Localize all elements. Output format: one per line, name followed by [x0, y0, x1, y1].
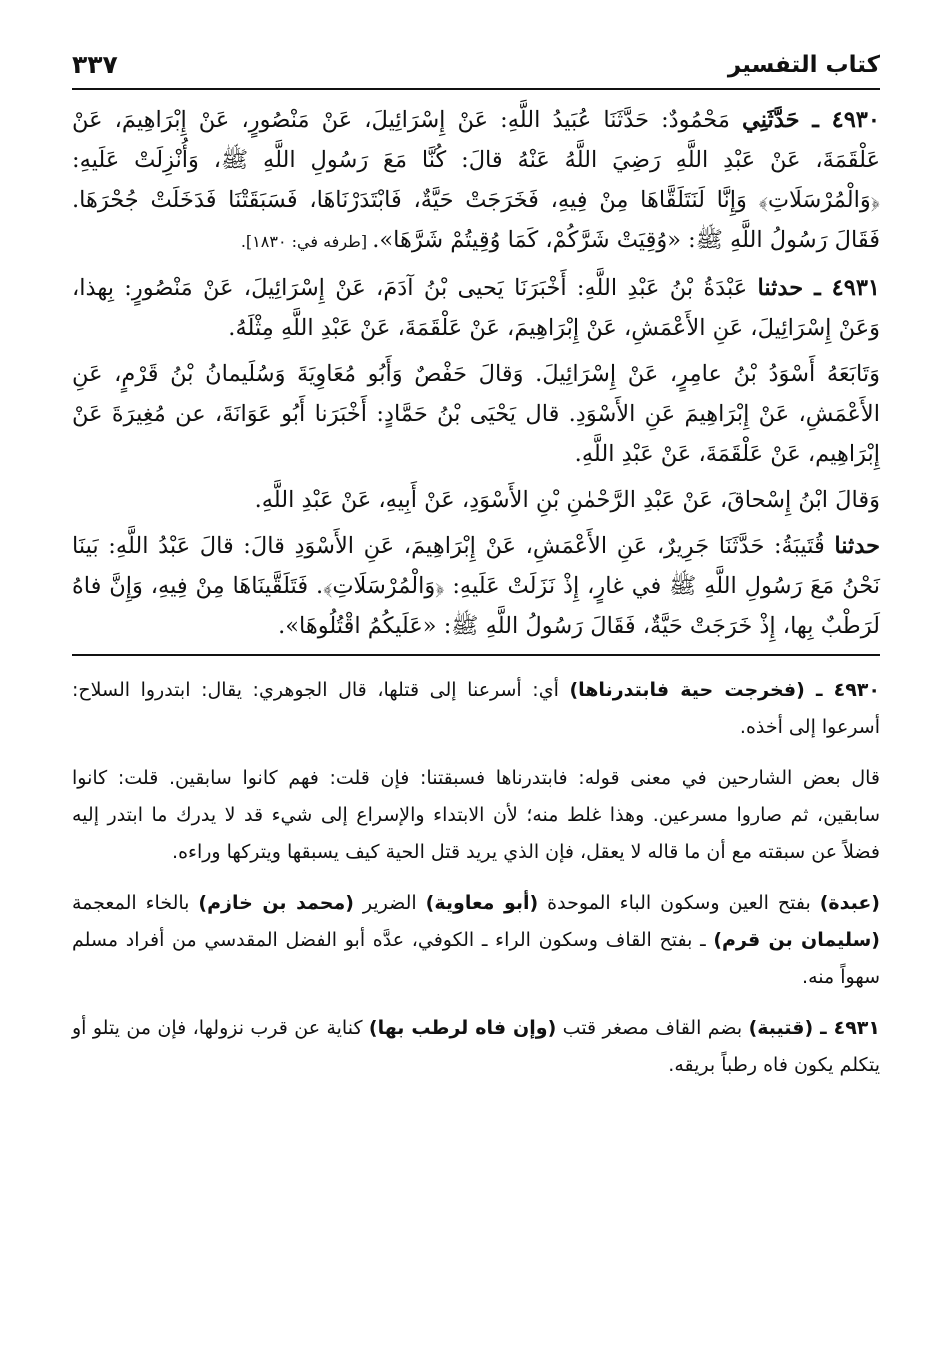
hadith-4931 [72, 268, 880, 348]
note-3-text-1: بفتح العين وسكون الباء الموحدة [538, 892, 820, 914]
note-4-term-1: ٤٩٣١ ـ (قتيبة) [748, 1017, 880, 1039]
page-number: ٣٣٧ [72, 50, 118, 79]
note-3-text-2: الضرير [353, 892, 426, 914]
note-3-term-3: (محمد بن خازم) [198, 892, 354, 914]
running-header [72, 48, 880, 90]
hadith-4930-body: مَحْمُودٌ: حَدَّثَنَا عُبَيدُ اللَّهِ: عَنْ إِسْرَائِيلَ، عَنْ مَنْصُورٍ، عَنْ إِبْرَاهِيمَ، عَنْ عَلْقَمَةَ، عَنْ عَبْدِ اللَّهِ رَضِيَ اللَّهُ عَنْهُ قالَ: كُنَّا مَعَ رَسُولِ اللَّهِ ﷺ، وَأُنْزِلَتْ عَلَيهِ: ﴿وَالْمُرْسَلَاتِ﴾ وَإِنَّا لَنَتَلَقَّاهَا مِنْ فِيهِ، فَخَرَجَتْ حَيَّةٌ، فَابْتَدَرْنَاهَا، فَسَبَقَتْنَا فَدَخَلَتْ جُحْرَهَا. فَقَالَ رَسُولُ اللَّهِ ﷺ: «وُقِيَتْ شَرَّكُمْ، كَمَا وُقِيتُمْ شَرَّهَا». [72, 107, 880, 253]
hadith-4930-reference: [طرفه في: ١٨٣٠]. [240, 232, 373, 251]
mutaba-paragraph-1: وَتَابَعَهُ أَسْوَدُ بْنُ عامِرٍ، عَنْ إِسْرَائِيلَ. وَقالَ حَفْصٌ وَأَبُو مُعَاوِيَةَ وَسُلَيمانُ بْنُ قَرْمٍ، عَنِ الأَعْمَشِ، عَنْ إِبْرَاهِيمَ عَنِ الأَسْوَدِ. قال يَحْيَى بْنُ حَمَّادٍ: أَخْبَرَنا أَبُو عَوَانَةَ، عن مُغِيرَةَ عَنْ إِبْرَاهِيم، عَنْ عَلْقَمَةَ، عَنْ عَبْدِ اللَّهِ. [72, 361, 880, 467]
commentary-note-1 [72, 672, 880, 746]
chapter-title: كتاب التفسير [727, 52, 880, 78]
hadith-text-section [72, 100, 880, 646]
hadith-qutayba-lead: حدثنا [834, 533, 880, 559]
hadith-4930-number: ٤٩٣٠ ـ حَدَّثَنِي [741, 107, 880, 133]
commentary-divider [72, 654, 880, 656]
note-4-text-2: كناية عن قرب نزولها، فإن من يتلو أو يتكلم يكون فاه رطباً بريقه. [72, 1017, 880, 1076]
note-4-text-1: بضم القاف مصغر قتب [556, 1017, 749, 1039]
commentary-note-4 [72, 1010, 880, 1084]
hadith-4930 [72, 100, 880, 262]
hadith-4931-body: عَبْدَةُ بْنُ عَبْدِ اللَّهِ: أَخْبَرَنَا يَحيى بْنُ آدَمَ، عَنْ إِسْرَائِيلَ، عَنْ مَنْصُورٍ: بِهذا، وَعَنْ إِسْرَائِيلَ، عَنِ الأَعْمَشِ، عَنْ إِبْرَاهِيمَ، عَنْ عَلْقَمَةَ، عَنْ عَبْدِ اللَّهِ مِثْلَهُ. [72, 275, 880, 341]
note-3-text-3: بالخاء المعجمة [72, 892, 199, 914]
book-page [72, 48, 880, 1098]
note-4-term-2: (وإن فاه لرطب بها) [368, 1017, 557, 1039]
note-3-term-2: (أبو معاوية) [425, 892, 539, 914]
hadith-qutayba-body: قُتَيبَةُ: حَدَّثَنَا جَرِيرٌ، عَنِ الأَعْمَشِ، عَنْ إِبْرَاهِيمَ، عَنِ الأَسْوَدِ قالَ: قالَ عَبْدُ اللَّهِ: بَينَا نَحْنُ مَعَ رَسُولِ اللَّهِ ﷺ في غارٍ، إِذْ نَزَلَتْ عَلَيهِ: ﴿وَالْمُرْسَلَاتِ﴾. فَتَلَقَّينَاهَا مِنْ فِيهِ، وَإِنَّ فاهُ لَرَطْبٌ بِها، إِذْ خَرَجَتْ حَيَّةٌ، فَقَالَ رَسُولُ اللَّهِ ﷺ: «عَلَيكُمُ اقْتُلُوهَا». [72, 533, 880, 639]
note-1-heading: ٤٩٣٠ ـ (فخرجت حية فابتدرناها) [569, 679, 880, 701]
hadith-4931-number: ٤٩٣١ ـ حدثنا [757, 275, 880, 301]
commentary-section [72, 672, 880, 1084]
mutaba-paragraph-2: وَقالَ ابْنُ إِسْحاقَ، عَنْ عَبْدِ الرَّحْمٰنِ بْنِ الأَسْوَدِ، عَنْ أَبِيهِ، عَنْ عَبْدِ اللَّهِ. [254, 487, 880, 513]
commentary-note-2: قال بعض الشارحين في معنى قوله: فابتدرناها فسبقتنا: فإن قلت: فهم كانوا سابقين. قلت: كانوا سابقين، ثم صاروا مسرعين. وهذا غلط منه؛ لأن الابتداء والإسراع إلى شيء قد لا يدرك ما ابتدر إليه فضلاً عن سبقته مع أن ما قاله لا يعقل، فإن الذي يريد قتل الحية كيف يسبقها ويتركها وراءه. [72, 767, 880, 863]
commentary-note-3 [72, 885, 880, 996]
note-3-text-4: ـ بفتح القاف وسكون الراء ـ الكوفي، عدَّه أبو الفضل المقدسي من أفراد مسلم سهواً منه. [72, 929, 880, 988]
note-1-body: أي: أسرعنا إلى قتلها، قال الجوهري: يقال: ابتدروا السلاح: أسرعوا إلى أخذه. [72, 679, 880, 738]
hadith-qutayba [72, 526, 880, 646]
note-3-term-4: (سليمان بن قرم) [713, 929, 880, 951]
note-3-term-1: (عبدة) [819, 892, 880, 914]
